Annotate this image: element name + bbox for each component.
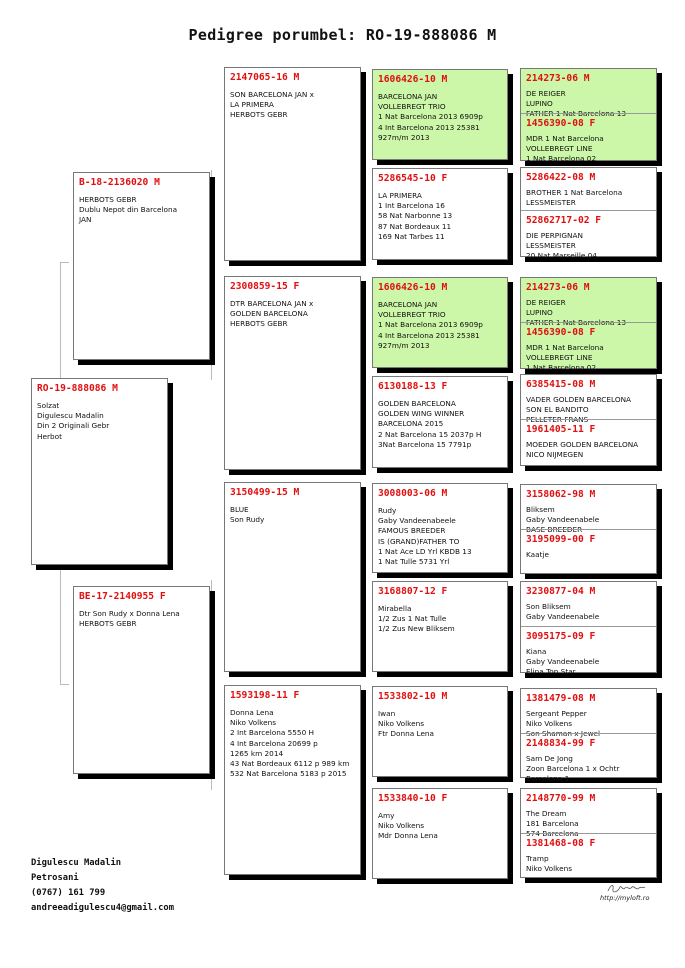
detail-line: HERBOTS GEBR: [79, 195, 137, 204]
gen4-entry: [521, 168, 656, 210]
gen4-card: [520, 788, 657, 878]
signature-logo-icon: [606, 882, 646, 894]
owner-contact: [31, 856, 174, 916]
detail-line: Kiana: [526, 647, 547, 656]
gen2-card: [224, 276, 361, 470]
owner-phone: (0767) 161 799: [31, 888, 106, 898]
gen4-entry: [521, 210, 656, 261]
detail-line: SON BARCELONA JAN x: [230, 90, 314, 99]
ring-number: 3168807-12 F: [378, 586, 448, 597]
detail-line: 927m/m 2013: [378, 132, 430, 142]
gen4-entry: [521, 789, 656, 839]
detail-line: GOLDEN WING WINNER: [378, 409, 465, 419]
detail-line: Tramp: [526, 854, 549, 863]
detail-line: Gaby Vandeenabele: [526, 612, 600, 622]
ring-number: 3230877-04 M: [526, 586, 596, 597]
detail-line: 1 Nat Tulle 5731 Yrl: [378, 557, 450, 567]
detail-line: 4 Int Barcelona 2013 25381: [378, 330, 480, 340]
detail-line: BLUE: [230, 505, 249, 514]
detail-line: Dublu Nepot din Barcelona: [79, 205, 178, 215]
detail-line: Din 2 Originali Gebr: [37, 421, 110, 431]
detail-line: Mdr Donna Lena: [378, 831, 438, 841]
ring-number: 1606426-10 M: [378, 282, 448, 293]
detail-line: DE REIGER: [526, 298, 566, 307]
owner-email: andreeadigulescu4@gmail.com: [31, 903, 174, 913]
detail-line: BROTHER 1 Nat Barcelona: [526, 188, 623, 197]
detail-line: Niko Volkens: [526, 864, 573, 874]
detail-line: LESSMEISTER: [526, 198, 576, 208]
ring-number: 6385415-08 M: [526, 379, 596, 390]
subject-details: [37, 401, 162, 442]
gen4-entry: [521, 322, 656, 373]
dam-details: [79, 609, 204, 629]
detail-line: VOLLEBREGT TRIO: [378, 310, 446, 320]
detail-line: Kaatje: [526, 550, 549, 559]
ring-number: BE-17-2140955 F: [79, 591, 166, 602]
connector-dam-gen2: [211, 580, 222, 790]
detail-line: BARCELONA JAN: [378, 300, 438, 309]
gen4-entry: [521, 582, 656, 626]
gen3-card: [372, 686, 508, 777]
detail-line: Elina Top Star: [526, 667, 576, 677]
connector-subject-sire: [60, 262, 69, 263]
gen4-card: [520, 688, 657, 784]
gen3-card: [372, 483, 508, 573]
detail-line: 1 Nat Barcelona 2013 6909p: [378, 112, 483, 122]
detail-line: PELLETER FRANS: [526, 415, 589, 425]
subject-card: [31, 378, 168, 565]
detail-line: 20 Nat Marseille 04: [526, 251, 597, 261]
ring-number: B-18-2136020 M: [79, 177, 160, 188]
detail-line: Gaby Vandeenabeele: [378, 516, 456, 526]
detail-line: LUPINO: [526, 99, 553, 109]
ring-number: 3158062-98 M: [526, 489, 596, 500]
ring-number: 3095175-09 F: [526, 631, 596, 642]
ring-number: 1456390-08 F: [526, 327, 596, 338]
detail-line: 532 Nat Barcelona 5183 p 2015: [230, 769, 347, 779]
detail-line: Niko Volkens: [378, 821, 425, 831]
gen3-card: [372, 168, 508, 260]
detail-line: Solzat: [37, 401, 60, 410]
gen2-card: [224, 67, 361, 261]
gen3-card: [372, 376, 508, 468]
detail-line: LUPINO: [526, 308, 553, 318]
detail-line: GOLDEN BARCELONA: [378, 399, 456, 408]
detail-line: MDR 1 Nat Barcelona: [526, 134, 604, 143]
gen3-card: [372, 277, 508, 368]
detail-line: 169 Nat Tarbes 11: [378, 231, 445, 241]
ring-number: 3195099-00 F: [526, 534, 596, 545]
detail-line: Digulescu Madalin: [37, 411, 104, 421]
ring-number: 2148770-99 M: [526, 793, 596, 804]
detail-line: 2 Int Barcelona 5550 H: [230, 728, 315, 738]
detail-line: HERBOTS GEBR: [230, 110, 288, 120]
ring-number: 1381468-08 F: [526, 838, 596, 849]
detail-line: 1 Nat Barcelona 02: [526, 363, 597, 373]
owner-city: Petrosani: [31, 873, 79, 883]
detail-line: 574 Barcelona: [526, 829, 579, 839]
detail-line: Gaby Vandeenabele: [526, 515, 600, 525]
detail-line: HERBOTS GEBR: [230, 319, 288, 329]
detail-line: GOLDEN BARCELONA: [230, 309, 308, 319]
detail-line: Sam De Jong: [526, 754, 573, 763]
ring-number: 2147065-16 M: [230, 72, 300, 83]
detail-line: Niko Volkens: [526, 719, 573, 729]
gen4-card: [520, 581, 657, 677]
gen4-entry: [521, 278, 656, 328]
website-url: http://myloft.ro: [600, 894, 650, 902]
gen4-entry: [521, 113, 656, 162]
ring-number: 1456390-08 F: [526, 118, 596, 129]
owner-name: Digulescu Madalin: [31, 858, 122, 868]
page-title: Pedigree porumbel: RO-19-888086 M: [188, 26, 497, 44]
detail-line: BASE BREEDER: [526, 525, 583, 535]
detail-line: HERBOTS GEBR: [79, 619, 137, 629]
gen4-card: [520, 277, 657, 373]
detail-line: Sergeant Pepper: [526, 709, 587, 718]
detail-line: 927m/m 2013: [378, 340, 430, 350]
detail-line: Gaby Vandeenabele: [526, 657, 600, 667]
ring-number: 1593198-11 F: [230, 690, 300, 701]
gen4-entry: [521, 69, 656, 119]
ring-number: 1381479-08 M: [526, 693, 596, 704]
ring-number: 1533840-10 F: [378, 793, 448, 804]
dam-card: [73, 586, 210, 774]
detail-line: NICO NIJMEGEN: [526, 450, 584, 460]
detail-line: 4 Int Barcelona 2013 25381: [378, 122, 480, 132]
gen4-entry: [521, 419, 656, 467]
detail-line: VOLLEBREGT TRIO: [378, 102, 446, 112]
ring-number: RO-19-888086 M: [37, 383, 118, 394]
ring-number: 214273-06 M: [526, 73, 590, 84]
gen3-card: [372, 69, 508, 160]
gen4-card: [520, 374, 657, 466]
connector-sire-gen2: [211, 170, 222, 380]
detail-line: LA PRIMERA: [378, 191, 422, 200]
detail-line: 3Nat Barcelona 15 7791p: [378, 439, 472, 449]
ring-number: 214273-06 M: [526, 282, 590, 293]
detail-line: 1/2 Zus New Bliksem: [378, 624, 455, 634]
sire-details: [79, 195, 204, 226]
detail-line: MOEDER GOLDEN BARCELONA: [526, 440, 639, 449]
detail-line: 1 Nat Ace LD Yrl KBDB 13: [378, 546, 472, 556]
detail-line: MDR 1 Nat Barcelona: [526, 343, 604, 352]
detail-line: DE REIGER: [526, 89, 566, 98]
ring-number: 5286545-10 F: [378, 173, 448, 184]
ring-number: 52862717-02 F: [526, 215, 602, 226]
detail-line: Bliksem: [526, 505, 555, 514]
gen4-entry: [521, 485, 656, 535]
detail-line: 87 Nat Bordeaux 11: [378, 221, 452, 231]
detail-line: 181 Barcelona: [526, 819, 579, 829]
detail-line: 4 Int Barcelona 20699 p: [230, 738, 318, 748]
detail-line: VADER GOLDEN BARCELONA: [526, 395, 632, 404]
detail-line: Herbot: [37, 431, 62, 441]
detail-line: The Dream: [526, 809, 567, 818]
detail-line: FATHER 1 Nat Barcelona 13: [526, 318, 626, 328]
detail-line: 1/2 Zus 1 Nat Tulle: [378, 614, 447, 624]
detail-line: IS (GRAND)FATHER TO: [378, 536, 460, 546]
gen2-card: [224, 685, 361, 875]
detail-line: 1265 km 2014: [230, 748, 284, 758]
detail-line: DTR BARCELONA JAN x: [230, 299, 314, 308]
ring-number: 2148834-99 F: [526, 738, 596, 749]
detail-line: JAN: [79, 215, 92, 225]
detail-line: Rudy: [378, 506, 397, 515]
gen3-card: [372, 788, 508, 879]
detail-line: Mirabella: [378, 604, 412, 613]
ring-number: 3150499-15 M: [230, 487, 300, 498]
detail-line: Niko Volkens: [230, 718, 277, 728]
detail-line: FAMOUS BREEDER: [378, 526, 446, 536]
ring-number: 1533802-10 M: [378, 691, 448, 702]
detail-line: 1 Int Barcelona 16: [378, 201, 445, 211]
detail-line: Ftr Donna Lena: [378, 729, 435, 739]
ring-number: 5286422-08 M: [526, 172, 596, 183]
detail-line: 2 Nat Barcelona 15 2037p H: [378, 429, 482, 439]
connector-subject-dam: [60, 684, 69, 685]
gen3-card: [372, 581, 508, 672]
detail-line: 1 Nat Barcelona 02: [526, 154, 597, 164]
gen4-card: [520, 484, 657, 574]
detail-line: Niko Volkens: [378, 719, 425, 729]
detail-line: 58 Nat Narbonne 13: [378, 211, 453, 221]
detail-line: Amy: [378, 811, 395, 820]
detail-line: Barcelona 1: [526, 774, 570, 784]
gen4-entry: [521, 833, 656, 879]
gen4-entry: [521, 689, 656, 739]
gen2-card: [224, 482, 361, 672]
ring-number: 6130188-13 F: [378, 381, 448, 392]
gen4-entry: [521, 375, 656, 425]
detail-line: DIE PERPIGNAN: [526, 231, 583, 240]
detail-line: Dtr Son Rudy x Donna Lena: [79, 609, 180, 618]
detail-line: Son Shaman x Jewel: [526, 729, 601, 739]
detail-line: LA PRIMERA: [230, 100, 274, 110]
gen4-card: [520, 167, 657, 261]
detail-line: LESSMEISTER: [526, 241, 576, 251]
ring-number: 3008003-06 M: [378, 488, 448, 499]
ring-number: 1961405-11 F: [526, 424, 596, 435]
detail-line: VOLLEBREGT LINE: [526, 353, 593, 363]
detail-line: BARCELONA JAN: [378, 92, 438, 101]
detail-line: Donna Lena: [230, 708, 274, 717]
detail-line: FATHER 1 Nat Barcelona 13: [526, 109, 626, 119]
gen4-entry: [521, 626, 656, 677]
detail-line: BARCELONA 2015: [378, 419, 444, 429]
ring-number: 2300859-15 F: [230, 281, 300, 292]
detail-line: SON EL BANDITO: [526, 405, 589, 415]
detail-line: Son Rudy: [230, 515, 265, 525]
detail-line: VOLLEBREGT LINE: [526, 144, 593, 154]
ring-number: 1606426-10 M: [378, 74, 448, 85]
detail-line: Zoon Barcelona 1 x Ochtr: [526, 764, 620, 774]
gen4-card: [520, 68, 657, 164]
detail-line: Son Bliksem: [526, 602, 571, 611]
detail-line: Iwan: [378, 709, 396, 718]
gen4-entry: [521, 529, 656, 575]
detail-line: 43 Nat Bordeaux 6112 p 989 km: [230, 759, 350, 769]
gen4-entry: [521, 733, 656, 784]
detail-line: 1 Nat Barcelona 2013 6909p: [378, 320, 483, 330]
sire-card: [73, 172, 210, 360]
